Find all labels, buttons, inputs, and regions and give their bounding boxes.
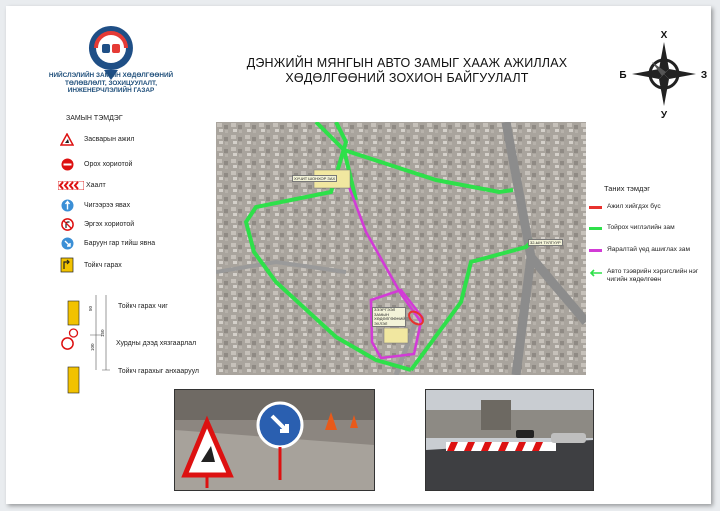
sign-row-speed-limit	[58, 336, 196, 350]
distance-label: 150	[100, 329, 105, 337]
legend-item-detour	[589, 224, 719, 232]
map-label-market: ХУЧИТ ШОНХОР ЗАХ	[294, 176, 336, 181]
sign-label: Хурдны дээд хязгаарлал	[116, 339, 197, 347]
map-label-junction: 32-ЫН ТУЛГУУР	[530, 240, 561, 245]
no-turn-sign-icon	[61, 218, 74, 231]
sign-row-keep-right	[58, 236, 155, 250]
page-title	[242, 56, 572, 86]
roadwork-sign-icon	[60, 133, 74, 146]
legend-label: Авто тээврийн хэрэгслийн нэг чигийн хөдөлгөөн	[607, 268, 699, 283]
sign-label: Эргэх хориотой	[84, 220, 135, 228]
legend-swatch	[589, 206, 602, 209]
sign-label: Чигээрээ явах	[84, 201, 131, 209]
barrier-chevron-icon	[58, 181, 84, 190]
road-signs-heading: ЗАМЫН ТЭМДЭГ	[66, 115, 123, 122]
sign-label: Баруун гар тийш явна	[84, 239, 156, 247]
legend-label: Тойрох чиглэлийн зам	[607, 224, 675, 231]
sign-label: Хаалт	[86, 181, 106, 189]
sign-label: Тойкч гарахыг анхааруул	[118, 368, 200, 375]
legend-swatch	[589, 249, 602, 252]
map-sheet	[6, 6, 711, 504]
map-label-site: ЗЭЭРГЭЭЛ ЗАМЫН ХӨДӨЛГӨӨНИЙ ЭХЛЭЛ	[374, 307, 406, 326]
sign-row-barrier	[58, 178, 106, 192]
sign-label: Засварын ажил	[84, 135, 135, 143]
sign-row-no-turn	[58, 217, 134, 231]
straight-ahead-sign-icon	[61, 199, 74, 212]
legend-label: Ажил хийгдэх бүс	[607, 203, 661, 210]
legend-label: Яаралтай үед ашиглах зам	[607, 246, 691, 253]
detour-sign-icon	[60, 257, 74, 273]
sign-label: Тойкч гарах	[84, 261, 122, 269]
map-legend-heading: Таних тэмдэг	[604, 184, 651, 193]
sign-row-detour-direction	[118, 303, 168, 310]
compass-rose-icon	[618, 28, 710, 120]
sign-row-detour-warning	[118, 368, 199, 375]
distance-label: 50	[88, 305, 93, 311]
sign-label: Тойкч гарах чиг	[118, 303, 168, 310]
compass-west: Б	[619, 70, 627, 81]
photo-road-barrier	[425, 389, 594, 491]
legend-item-emergency	[589, 246, 719, 254]
sign-row-roadwork	[58, 132, 134, 146]
legend-item-one-way	[589, 268, 719, 284]
photo-roadwork-signs	[174, 389, 375, 491]
detour-signpost-diagram	[66, 295, 116, 405]
speed-limit-sign-icon	[61, 337, 74, 350]
organization-name: НИЙСЛЭЛИЙН ЗАМЫН ХӨДӨЛГӨӨНИЙ ТӨЛӨВЛӨЛТ, ЗОХИЦУУЛАЛТ, ИНЖЕНЕРЧЛЭЛИЙН ГАЗАР	[48, 72, 174, 94]
sign-row-detour	[58, 258, 122, 272]
legend-item-closure	[589, 203, 719, 211]
sign-label: Орох хориотой	[84, 160, 133, 168]
legend-swatch	[589, 227, 602, 230]
distance-label: 100	[90, 343, 95, 351]
area-map	[216, 122, 586, 375]
title-line-2: ХӨДӨЛГӨӨНИЙ ЗОХИОН БАЙГУУЛАЛТ	[285, 71, 529, 85]
compass-south: У	[660, 110, 668, 120]
compass-east: З	[700, 70, 708, 81]
no-entry-sign-icon	[61, 158, 74, 171]
keep-right-sign-icon	[61, 237, 74, 250]
one-way-arrow-icon	[589, 269, 602, 277]
compass-north: Х	[660, 30, 668, 41]
sign-row-no-entry	[58, 157, 132, 171]
title-line-1: ДЭНЖИЙН МЯНГЫН АВТО ЗАМЫГ ХААЖ АЖИЛЛАХ	[246, 56, 568, 70]
sign-row-straight	[58, 198, 130, 212]
